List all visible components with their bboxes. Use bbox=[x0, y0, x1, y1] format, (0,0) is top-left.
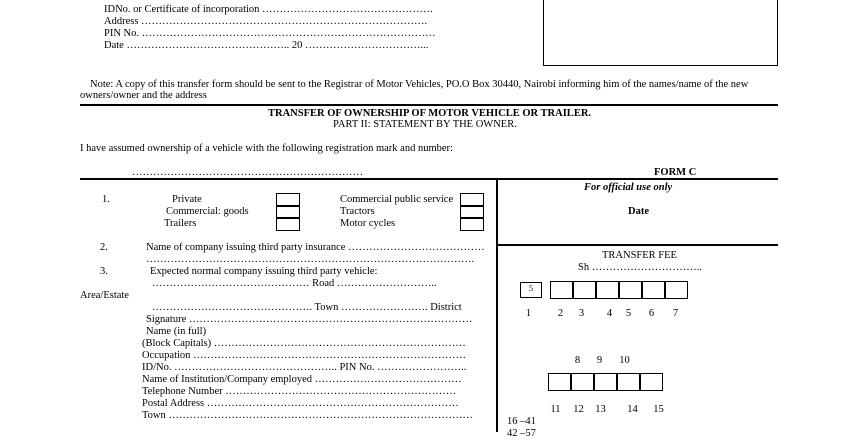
code-number: 2 bbox=[557, 308, 564, 319]
statement-text: I have assumed ownership of a vehicle with the following registration mark and number: bbox=[80, 143, 453, 154]
code-box-1[interactable] bbox=[550, 281, 573, 299]
insurance-field[interactable]: Name of company issuing third party insurance ………………………………… bbox=[146, 242, 485, 253]
date-label: Date bbox=[628, 206, 649, 217]
code-number: 4 bbox=[606, 308, 613, 319]
private-label: Private bbox=[172, 194, 202, 205]
fee-amount-field[interactable]: Sh ………………………….. bbox=[578, 262, 702, 273]
town-field[interactable]: Town …………………………………………………………………………… bbox=[142, 410, 473, 421]
item-1-number: 1. bbox=[102, 194, 110, 205]
code-box-5[interactable] bbox=[642, 281, 665, 299]
transfer-fee-title: TRANSFER FEE bbox=[602, 250, 677, 261]
code-box-2[interactable] bbox=[573, 281, 596, 299]
stamp-box bbox=[543, 0, 778, 66]
code-number: 7 bbox=[672, 308, 679, 319]
id-certificate-line: IDNo. or Certificate of incorporation …………………………………………. bbox=[104, 4, 433, 15]
code-box-7[interactable] bbox=[548, 373, 571, 391]
note-line-1: Note: A copy of this transfer form should be sent to the Registrar of Motor Vehicles, PO.O Box 30440, Nairobi informing him of the names/name of the new bbox=[90, 79, 749, 90]
code-box-4[interactable] bbox=[619, 281, 642, 299]
digit-box bbox=[520, 282, 542, 298]
code-number: 1 bbox=[525, 308, 532, 319]
tractors-label: Tractors bbox=[340, 206, 375, 217]
road-field[interactable]: ……………………………………… Road ……………………….. bbox=[152, 278, 437, 289]
code-box-9[interactable] bbox=[594, 373, 617, 391]
code-number: 8 bbox=[574, 355, 581, 366]
trailers-label: Trailers bbox=[164, 218, 197, 229]
area-estate-label: Area/Estate bbox=[80, 290, 129, 301]
expected-company-label: Expected normal company issuing third party vehicle: bbox=[150, 266, 378, 277]
address-line: Address ………………………………………………………………………. bbox=[104, 16, 428, 27]
registration-field[interactable]: ………………………………………………………… bbox=[132, 167, 363, 178]
code-box-3[interactable] bbox=[596, 281, 619, 299]
code-box-8[interactable] bbox=[571, 373, 594, 391]
telephone-field[interactable]: Telephone Number ………………………………………………………… bbox=[142, 386, 457, 397]
signature-field[interactable]: Signature ……………………………………………………………………… bbox=[146, 314, 473, 325]
item-3-number: 3. bbox=[100, 266, 108, 277]
code-number: 15 bbox=[653, 404, 664, 415]
code-number: 3 bbox=[578, 308, 585, 319]
id-pin-field[interactable]: ID/No. ……………………………………….. PIN No. …………………….. bbox=[142, 362, 467, 373]
divider-top bbox=[80, 104, 778, 106]
note-line-2: owners/owner and the address bbox=[80, 90, 207, 101]
occupation-field[interactable]: Occupation …………………………………………………………………… bbox=[142, 350, 467, 361]
form-c-label: FORM C bbox=[654, 167, 697, 178]
commercial-goods-label: Commercial: goods bbox=[166, 206, 249, 217]
code-box-10[interactable] bbox=[617, 373, 640, 391]
item-2-number: 2. bbox=[100, 242, 108, 253]
official-use-label: For official use only bbox=[584, 182, 673, 193]
date-line: Date ……………………………………….. 20 ……………………………... bbox=[104, 40, 429, 51]
name-full-label: Name (in full) bbox=[146, 326, 207, 337]
trailers-checkbox[interactable] bbox=[276, 217, 300, 231]
commercial-public-label: Commercial public service bbox=[340, 194, 454, 205]
range-42-57: 42 –57 bbox=[507, 428, 536, 439]
code-number: 5 bbox=[625, 308, 632, 319]
code-number: 9 bbox=[596, 355, 603, 366]
code-number: 6 bbox=[648, 308, 655, 319]
postal-address-field[interactable]: Postal Address ……………………………………………………………… bbox=[142, 398, 459, 409]
motor-cycles-checkbox[interactable] bbox=[460, 217, 484, 231]
form-title: TRANSFER OF OWNERSHIP OF MOTOR VEHICLE OR TRAILER. bbox=[268, 108, 592, 119]
code-number: 11 bbox=[550, 404, 561, 415]
town-district-field[interactable]: ………………………………………. Town ……………………. District bbox=[152, 302, 462, 313]
fee-divider bbox=[496, 244, 778, 246]
institution-field[interactable]: Name of Institution/Company employed …………………………………… bbox=[142, 374, 462, 385]
insurance-field-continued[interactable]: …………………………………………………………………………………. bbox=[146, 254, 475, 265]
form-subtitle: PART II: STATEMENT BY THE OWNER. bbox=[333, 119, 517, 130]
column-divider bbox=[496, 180, 498, 432]
range-16-41: 16 –41 bbox=[507, 416, 536, 427]
block-capitals-field[interactable]: (Block Capitals) ……………………………………………………………… bbox=[142, 338, 466, 349]
code-box-11[interactable] bbox=[640, 373, 663, 391]
code-box-6[interactable] bbox=[665, 281, 688, 299]
divider-mid bbox=[80, 178, 778, 180]
code-number: 10 bbox=[619, 355, 630, 366]
code-number: 14 bbox=[627, 404, 638, 415]
motor-cycles-label: Motor cycles bbox=[340, 218, 396, 229]
code-number: 12 bbox=[573, 404, 584, 415]
pin-line: PIN No. ………………………………………………………………………… bbox=[104, 28, 436, 39]
digit-box-value: 5 bbox=[529, 284, 533, 293]
code-number: 13 bbox=[595, 404, 606, 415]
